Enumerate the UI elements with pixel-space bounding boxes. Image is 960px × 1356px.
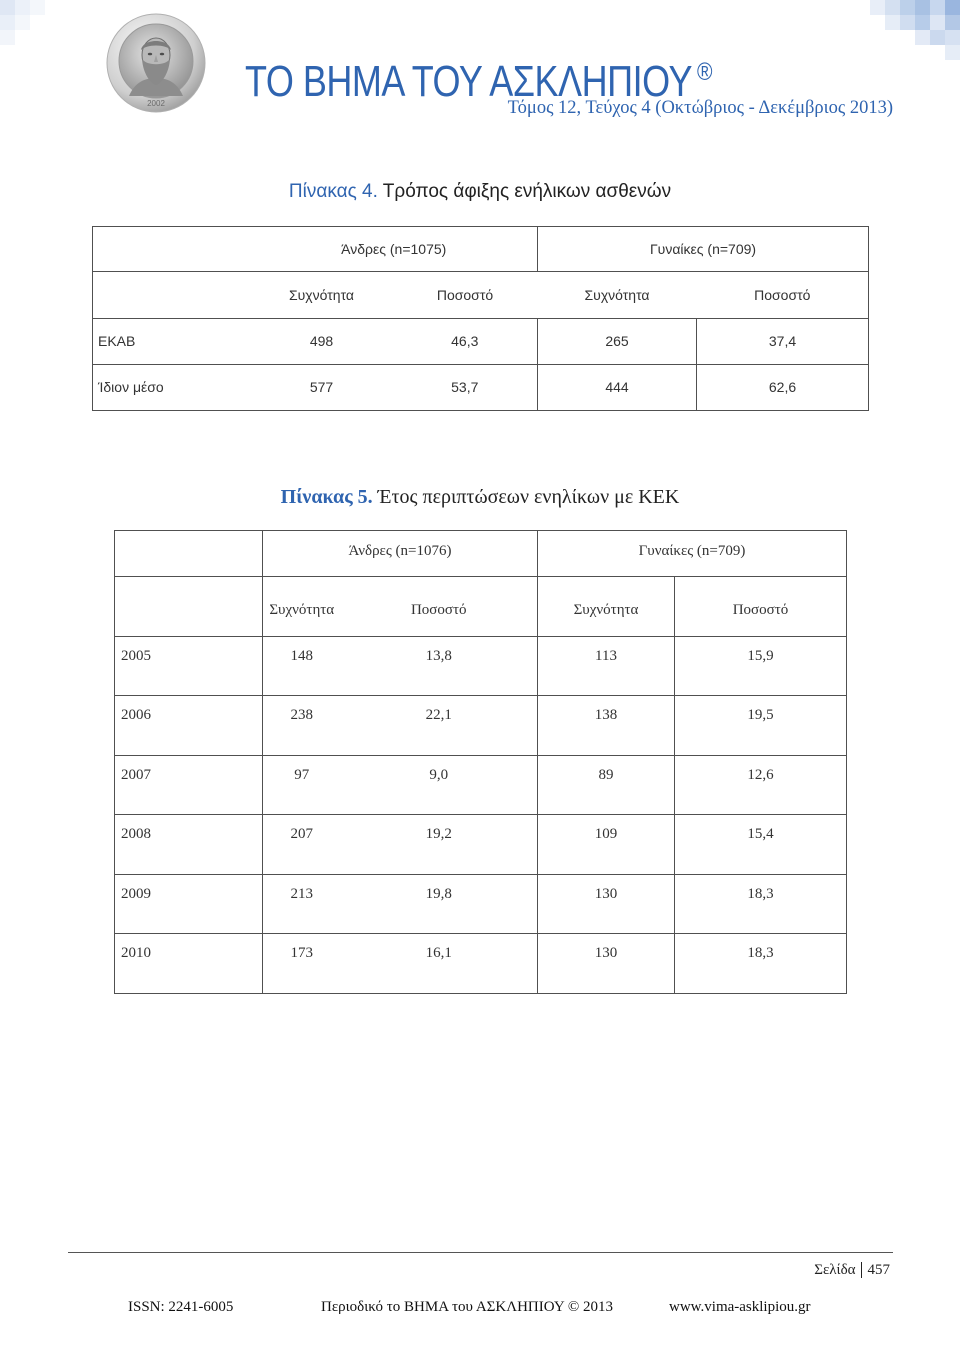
table5-cell: 12,6 — [675, 756, 847, 815]
table5-row-label: 2010 — [115, 934, 263, 994]
table5-cell: 173 — [263, 934, 341, 994]
table5-group-header-row — [115, 531, 847, 577]
table5-cell: 89 — [538, 756, 675, 815]
table5-cell: 138 — [538, 696, 675, 756]
decor-square — [0, 15, 15, 30]
table-row — [115, 934, 847, 994]
table5-caption — [0, 485, 960, 509]
table5-column-header-row — [115, 577, 847, 637]
table-4 — [92, 226, 869, 411]
footer-copyright: Περιοδικό το ΒΗΜΑ του ΑΣΚΛΗΠΙΟΥ © 2013 — [321, 1299, 614, 1315]
decor-square — [870, 0, 885, 15]
issue-info: Τόμος 12, Τεύχος 4 (Οκτώβριος - Δεκέμβριος 2013) — [507, 98, 893, 118]
table5-cell: 9,0 — [341, 756, 538, 815]
table-row — [115, 756, 847, 815]
table5-row-label: 2006 — [115, 696, 263, 756]
decor-square — [930, 15, 945, 30]
decor-square — [945, 30, 960, 45]
decor-square — [945, 45, 960, 60]
table4-cell: 498 — [251, 319, 393, 365]
decor-square — [900, 15, 915, 30]
footer-issn: ISSN: 2241-6005 — [128, 1299, 234, 1315]
corner-decoration-top-left — [0, 0, 45, 45]
table4-group-header-men: Άνδρες (n=1075) — [251, 227, 538, 272]
table4-column-header: Ποσοστό — [393, 272, 538, 319]
table5-row-label: 2008 — [115, 815, 263, 875]
table5-column-header: Συχνότητα — [263, 577, 341, 637]
table4-row-label: ΕΚΑΒ — [93, 319, 251, 365]
logo-year: 2002 — [147, 99, 165, 108]
table-row — [115, 696, 847, 756]
table4-column-header-row — [93, 272, 869, 319]
decor-square — [885, 15, 900, 30]
table5-cell: 213 — [263, 875, 341, 934]
asclepius-bust-medallion-icon — [105, 12, 207, 114]
journal-title-text: ΤΟ ΒΗΜΑ ΤΟΥ ΑΣΚΛΗΠΙΟΥ — [245, 56, 692, 106]
page-number: 457 — [861, 1262, 891, 1278]
decor-square — [885, 0, 900, 15]
table4-cell: 265 — [538, 319, 697, 365]
table4-cell: 444 — [538, 365, 697, 411]
table5-column-header: Ποσοστό — [341, 577, 538, 637]
table5-cell: 130 — [538, 934, 675, 994]
table4-cell: 577 — [251, 365, 393, 411]
table5-caption-text: Έτος περιπτώσεων ενηλίκων με ΚΕΚ — [377, 486, 680, 508]
table4-caption-label: Πίνακας 4. — [288, 181, 378, 202]
table4-cell: 46,3 — [393, 319, 538, 365]
table5-cell: 113 — [538, 637, 675, 696]
decor-square — [930, 0, 945, 15]
table4-row-label: Ίδιον μέσο — [93, 365, 251, 411]
table4-column-header: Ποσοστό — [697, 272, 869, 319]
decor-square — [915, 0, 930, 15]
table5-cell: 19,5 — [675, 696, 847, 756]
decor-square — [945, 15, 960, 30]
table5-group-header-men: Άνδρες (n=1076) — [263, 531, 538, 577]
table4-caption-text: Τρόπος άφιξης ενήλικων ασθενών — [382, 181, 672, 202]
table5-cell: 15,4 — [675, 815, 847, 875]
page-number-block — [814, 1261, 890, 1279]
footer-website-link[interactable]: www.vima-asklipiou.gr — [669, 1299, 811, 1315]
table5-cell: 18,3 — [675, 875, 847, 934]
table5-cell: 97 — [263, 756, 341, 815]
table-row — [93, 319, 869, 365]
table5-row-label: 2007 — [115, 756, 263, 815]
table5-cell: 19,8 — [341, 875, 538, 934]
table4-cell: 37,4 — [697, 319, 869, 365]
table4-caption — [0, 180, 960, 204]
table4-group-header-row — [93, 227, 869, 272]
decor-square — [15, 0, 30, 15]
table5-caption-label: Πίνακας 5. — [280, 486, 373, 508]
table-row — [93, 365, 869, 411]
table-5 — [114, 530, 847, 994]
table5-group-header-women: Γυναίκες (n=709) — [538, 531, 847, 577]
table5-cell: 130 — [538, 875, 675, 934]
decor-square — [30, 0, 45, 15]
table-row — [115, 875, 847, 934]
decor-square — [0, 0, 15, 15]
decor-square — [945, 0, 960, 15]
table5-cell: 13,8 — [341, 637, 538, 696]
table5-row-label: 2009 — [115, 875, 263, 934]
table5-cell: 15,9 — [675, 637, 847, 696]
table5-cell: 16,1 — [341, 934, 538, 994]
decor-square — [930, 30, 945, 45]
journal-logo — [105, 12, 207, 114]
table5-column-header: Ποσοστό — [675, 577, 847, 637]
table5-cell: 207 — [263, 815, 341, 875]
decor-square — [900, 0, 915, 15]
table4-group-header-women: Γυναίκες (n=709) — [538, 227, 869, 272]
decor-square — [15, 15, 30, 30]
table4-corner-cell — [93, 272, 251, 319]
decor-square — [0, 30, 15, 45]
table5-cell: 19,2 — [341, 815, 538, 875]
page-label: Σελίδα — [814, 1262, 856, 1278]
table5-cell: 238 — [263, 696, 341, 756]
registered-trademark-symbol: ® — [696, 58, 713, 87]
table4-cell: 62,6 — [697, 365, 869, 411]
table-row — [115, 637, 847, 696]
table5-corner-cell — [115, 577, 263, 637]
table4-column-header: Συχνότητα — [251, 272, 393, 319]
table4-corner-cell — [93, 227, 251, 272]
table5-cell: 18,3 — [675, 934, 847, 994]
table4-cell: 53,7 — [393, 365, 538, 411]
table5-cell: 148 — [263, 637, 341, 696]
footer-divider — [68, 1252, 893, 1253]
table5-corner-cell — [115, 531, 263, 577]
decor-square — [915, 30, 930, 45]
table5-cell: 22,1 — [341, 696, 538, 756]
table5-cell: 109 — [538, 815, 675, 875]
table4-column-header: Συχνότητα — [538, 272, 697, 319]
table-row — [115, 815, 847, 875]
corner-decoration-top-right — [870, 0, 960, 60]
table5-column-header: Συχνότητα — [538, 577, 675, 637]
decor-square — [915, 15, 930, 30]
table5-row-label: 2005 — [115, 637, 263, 696]
